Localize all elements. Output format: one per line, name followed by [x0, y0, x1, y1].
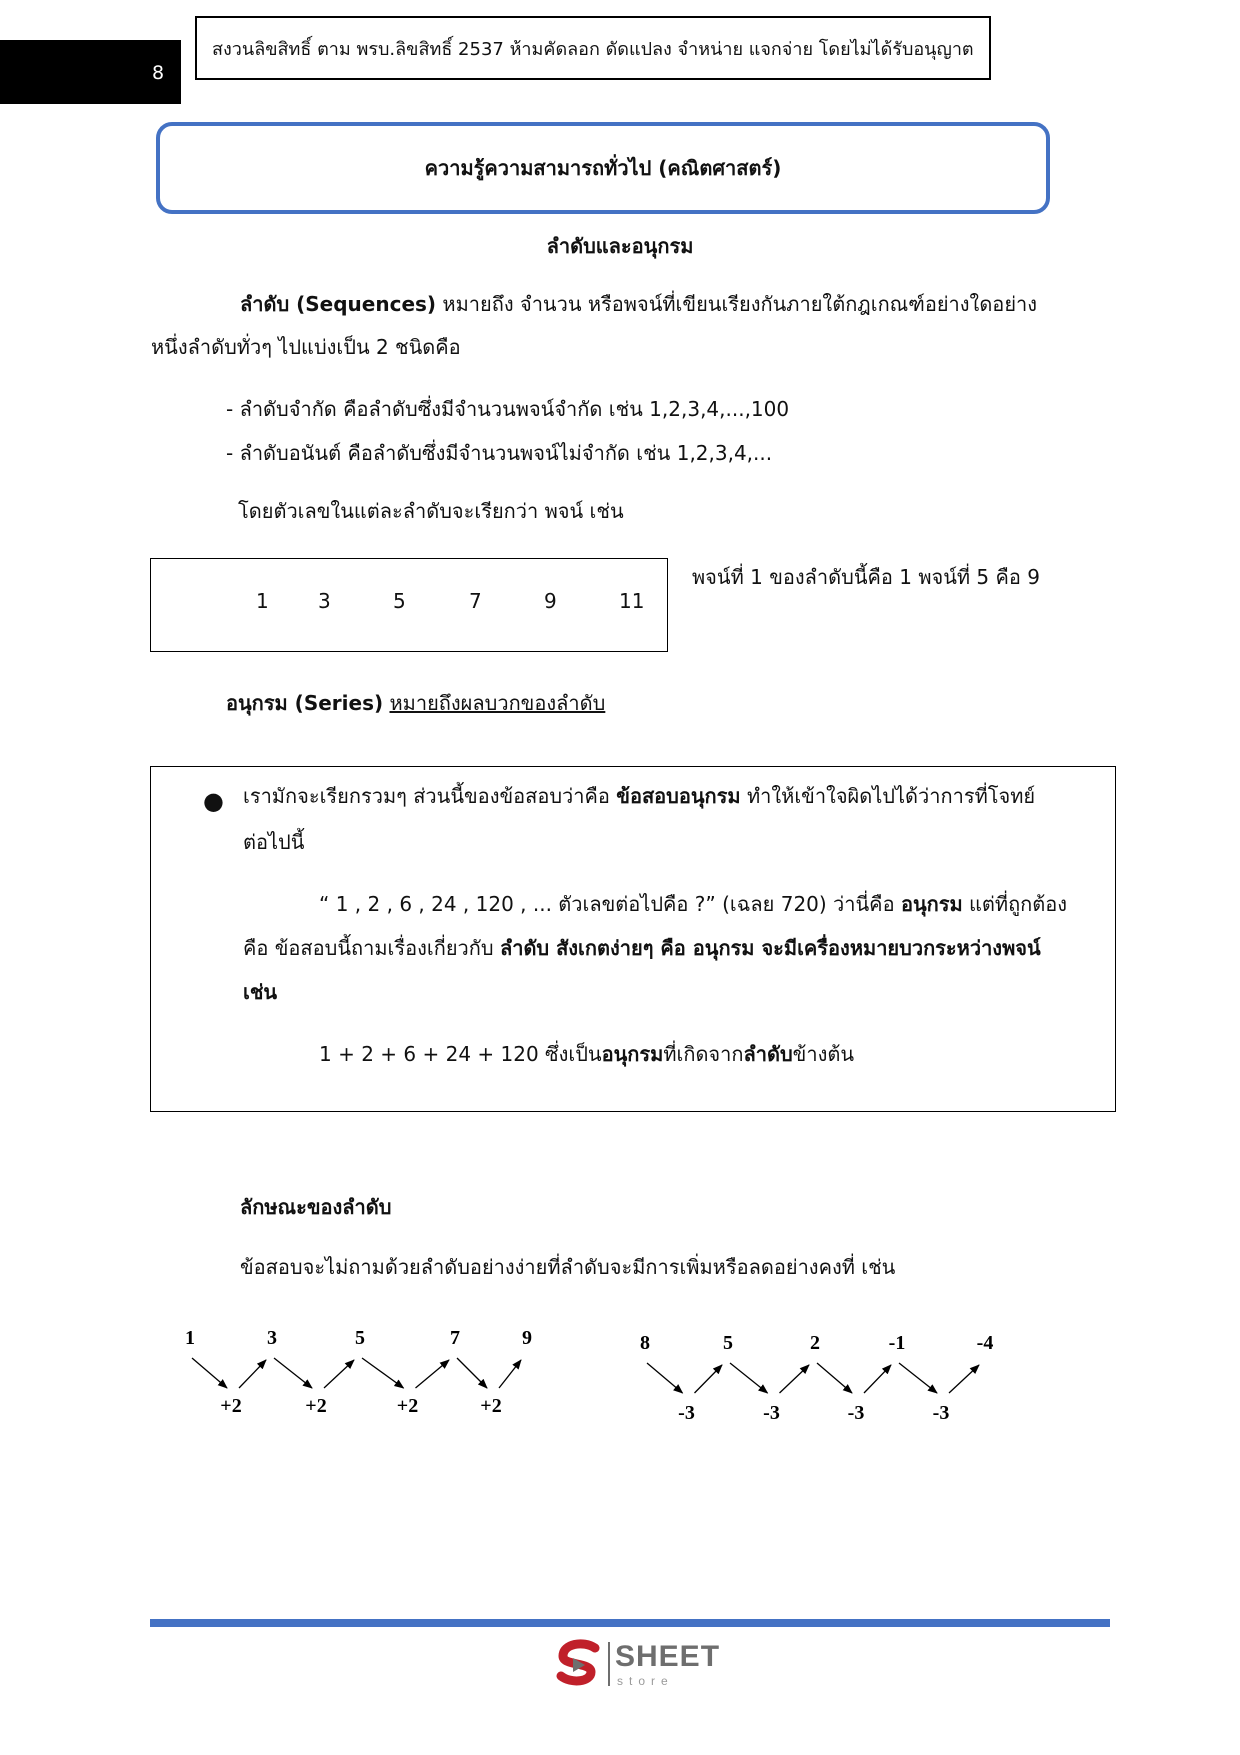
sheet-store-logo	[553, 1638, 723, 1692]
note-text: คือ ข้อสอบนี้ถามเรื่องเกี่ยวกับ	[243, 936, 500, 960]
diagram-term: 5	[723, 1332, 733, 1354]
note-text: ทำให้เข้าใจผิดไปได้ว่าการที่โจทย์	[740, 784, 1036, 808]
diagram-term: 8	[640, 1332, 650, 1354]
diagram-term: -4	[976, 1332, 994, 1354]
down-arrow-icon	[274, 1358, 312, 1388]
term-intro: โดยตัวเลขในแต่ละลำดับจะเรียกว่า พจน์ เช่น	[238, 499, 624, 523]
section-title: ลำดับและอนุกรม	[546, 234, 694, 258]
finite-sequence-item: - ลำดับจำกัด คือลำดับซึ่งมีจำนวนพจน์จำกัด เช่น 1,2,3,4,...,100	[226, 397, 790, 421]
diagram-term: 1	[185, 1327, 195, 1349]
note-line-2: ต่อไปนี้	[243, 830, 305, 854]
down-arrow-icon	[817, 1363, 852, 1393]
diagram-term: 5	[355, 1327, 365, 1349]
diagram-difference: +2	[305, 1395, 327, 1417]
logo-subtext: store	[617, 1674, 674, 1688]
up-arrow-icon	[416, 1360, 450, 1388]
diagram-term: 7	[450, 1327, 460, 1349]
logo-s-icon	[553, 1638, 605, 1692]
example-sequence-box	[150, 558, 668, 652]
down-arrow-icon	[899, 1363, 937, 1393]
sequence-term-value: 11	[619, 589, 645, 613]
sequence-term: ลำดับ (Sequences)	[240, 292, 437, 316]
diagram-difference: -3	[932, 1402, 950, 1424]
diagram-term: 2	[810, 1332, 820, 1354]
note-line-6	[319, 1033, 854, 1076]
note-bold-text: อนุกรม	[900, 892, 963, 916]
down-arrow-icon	[647, 1363, 683, 1393]
up-arrow-icon	[324, 1360, 354, 1388]
diagram-difference: -3	[847, 1402, 865, 1424]
down-arrow-icon	[730, 1363, 768, 1393]
series-term: อนุกรม (Series)	[226, 691, 384, 715]
down-arrow-icon	[457, 1358, 487, 1388]
bullet-icon: ●	[203, 787, 224, 815]
diagram-term: 9	[522, 1327, 532, 1349]
note-bold-text: ข้อสอบอนุกรม	[616, 784, 741, 808]
down-arrow-icon	[362, 1358, 404, 1388]
down-arrow-icon	[192, 1358, 227, 1388]
diagram-term: -1	[888, 1332, 906, 1354]
up-arrow-icon	[695, 1365, 723, 1393]
note-bold-text: ลำดับ สังเกตง่ายๆ คือ อนุกรม จะมีเครื่องหมายบวกระหว่างพจน์	[499, 936, 1041, 960]
sequence-term-value: 9	[544, 589, 557, 613]
characteristics-heading: ลักษณะของลำดับ	[240, 1195, 392, 1219]
note-text: 1 + 2 + 6 + 24 + 120 ซึ่งเป็น	[319, 1042, 602, 1066]
note-line-3	[319, 883, 1067, 926]
note-text: แต่ที่ถูกต้อง	[962, 892, 1068, 916]
sequence-definition-line2: หนึ่งลำดับทั่วๆ ไปแบ่งเป็น 2 ชนิดคือ	[151, 335, 461, 359]
sequence-term-value: 3	[318, 589, 331, 613]
diagram-difference: +2	[220, 1395, 242, 1417]
diagram-difference: +2	[396, 1395, 419, 1417]
up-arrow-icon	[949, 1365, 979, 1393]
diagram-difference: -3	[763, 1402, 780, 1424]
series-definition	[226, 682, 605, 725]
series-meaning: หมายถึงผลบวกของลำดับ	[389, 691, 606, 715]
page-number-tab	[0, 40, 181, 104]
diagram-term: 3	[267, 1327, 277, 1349]
note-bold-text: อนุกรม	[601, 1042, 664, 1066]
up-arrow-icon	[780, 1365, 810, 1393]
sequence-term-value: 5	[393, 589, 406, 613]
infinite-sequence-item: - ลำดับอนันต์ คือลำดับซึ่งมีจำนวนพจน์ไม่จำกัด เช่น 1,2,3,4,...	[226, 441, 773, 465]
page-number: 8	[152, 62, 165, 84]
decreasing-sequence-diagram	[640, 1332, 993, 1424]
up-arrow-icon	[499, 1360, 521, 1388]
note-bold-text: ลำดับ	[743, 1042, 793, 1066]
footer-bar	[150, 1619, 1110, 1627]
characteristics-text: ข้อสอบจะไม่ถามด้วยลำดับอย่างง่ายที่ลำดับจะมีการเพิ่มหรือลดอย่างคงที่ เช่น	[240, 1255, 896, 1279]
note-text: ที่เกิดจาก	[663, 1042, 744, 1066]
up-arrow-icon	[864, 1365, 891, 1393]
note-text: เรามักจะเรียกรวมๆ ส่วนนี้ของข้อสอบว่าคือ	[243, 784, 617, 808]
diagram-difference: -3	[678, 1402, 695, 1424]
series-note-box	[150, 766, 1116, 1112]
note-text: ข้างต้น	[792, 1042, 854, 1066]
sequence-definition-text: หมายถึง จำนวน หรือพจน์ที่เขียนเรียงกันภายใต้กฎเกณฑ์อย่างใดอย่าง	[436, 292, 1038, 316]
note-text: “ 1 , 2 , 6 , 24 , 120 , ... ตัวเลขต่อไปคือ ?” (เฉลย 720) ว่านี่คือ	[319, 892, 901, 916]
note-line-1	[243, 775, 1035, 818]
up-arrow-icon	[239, 1360, 266, 1388]
note-line-4	[243, 927, 1041, 970]
diagram-difference: +2	[480, 1395, 502, 1417]
sequence-diagrams	[0, 1320, 1240, 1440]
logo-text: SHEET	[615, 1640, 721, 1673]
logo-divider	[608, 1642, 610, 1686]
note-line-5: เช่น	[243, 980, 278, 1004]
increasing-sequence-diagram	[185, 1327, 532, 1417]
copyright-notice: สงวนลิขสิทธิ์ ตาม พรบ.ลิขสิทธิ์ 2537 ห้ามคัดลอก ดัดแปลง จำหน่าย แจกจ่าย โดยไม่ได้รับอนุญาต	[195, 16, 991, 80]
sequence-definition-line1	[240, 283, 1037, 326]
example-note: พจน์ที่ 1 ของลำดับนี้คือ 1 พจน์ที่ 5 คือ 9	[692, 565, 1040, 589]
page-title: ความรู้ความสามารถทั่วไป (คณิตศาสตร์)	[156, 122, 1050, 214]
sequence-term-value: 1	[256, 589, 269, 613]
sequence-term-value: 7	[469, 589, 482, 613]
